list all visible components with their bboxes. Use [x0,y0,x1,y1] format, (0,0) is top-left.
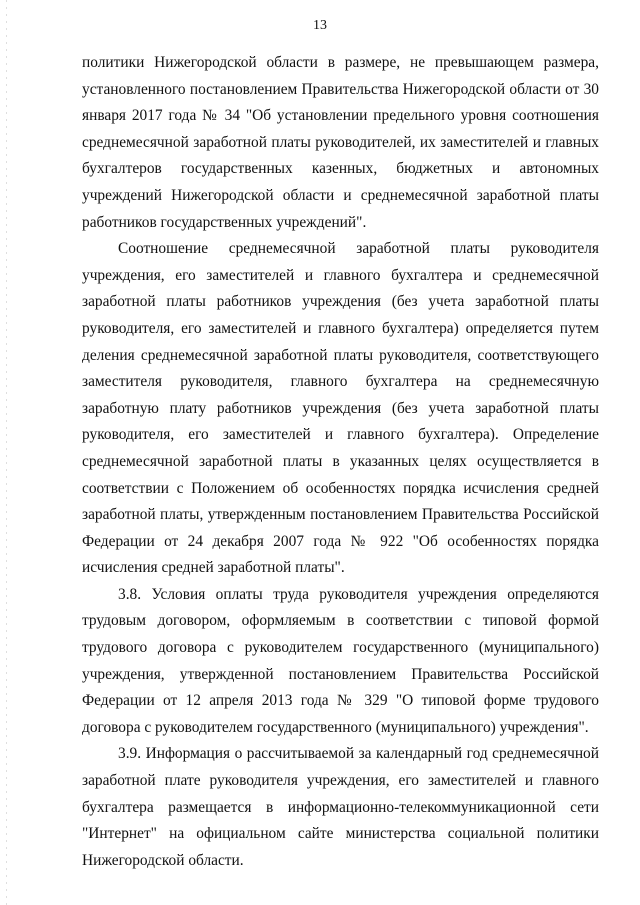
paragraph-continuation: политики Нижегородской области в размере, не превышающем размера, установленного постановлением Правительства Нижегородской области от 30 января 2017 года № 34 "Об установлении предельного уровня соотношения среднемесячной заработной платы руководителей, их заместителей и главных бухгалтеров государственных казенных, бюджетных и автономных учреждений Нижегородской области и среднемесячной заработной платы работников государственных учреждений". [82,54,599,231]
paragraph-section-3-8: 3.8. Условия оплаты труда руководителя учреждения определяются трудовым договором, оформляемым в соответствии с типовой формой трудового договора с руководителем государственного (муниципального) учреждения, утвержденной постановлением Правительства Российской Федерации от 12 апреля 2013 года № 329 "О типовой форме трудового договора с руководителем государственного (муниципального) учреждения". [82,585,599,736]
page-number: 13 [313,18,327,33]
document-body [82,50,599,874]
paragraph-section-3-9: 3.9. Информация о рассчитываемой за календарный год среднемесячной заработной плате руководителя учреждения, его заместителей и главного бухгалтера размещается в информационно-телекоммуникационной сети "Интернет" на официальном сайте министерства социальной политики Нижегородской области. [82,745,599,869]
paragraph-salary-ratio: Соотношение среднемесячной заработной платы руководителя учреждения, его заместителей и главного бухгалтера и среднемесячной заработной платы работников учреждения (без учета заработной платы руководителя, его заместителей и главного бухгалтера) определяется путем деления среднемесячной заработной платы руководителя, соответствующего заместителя руководителя, главного бухгалтера на среднемесячную заработную плату работников учреждения (без учета заработной платы руководителя, его заместителей и главного бухгалтера). Определение среднемесячной заработной платы в указанных целях осуществляется в соответствии с Положением об особенностях порядка исчисления средней заработной платы, утвержденным постановлением Правительства Российской Федерации от 24 декабря 2007 года № 922 "Об особенностях порядка исчисления средней заработной платы". [82,240,599,577]
scan-edge-artifact [6,0,7,905]
